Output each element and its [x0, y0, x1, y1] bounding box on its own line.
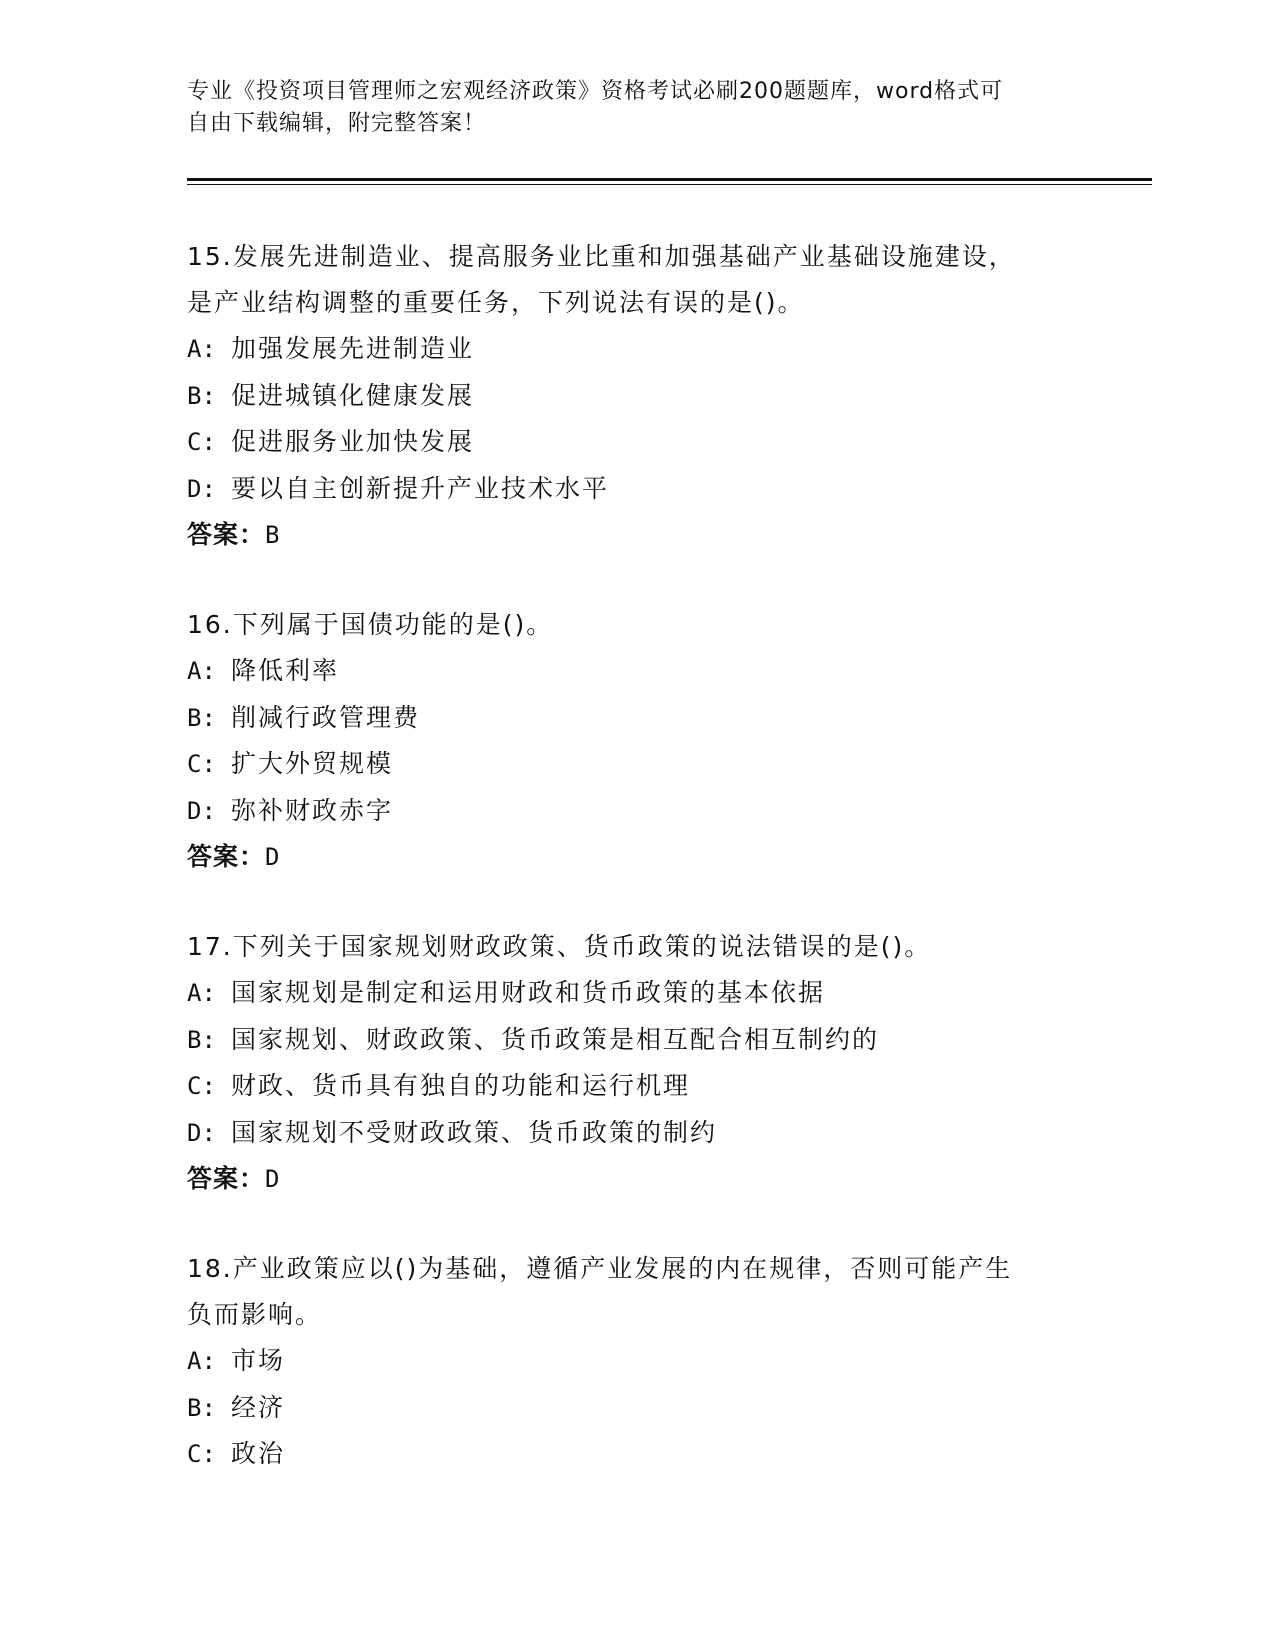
- option-letter: D:: [187, 796, 216, 825]
- answer-label: 答案：: [187, 1164, 266, 1193]
- option-c: [187, 1063, 1087, 1110]
- option-d: [187, 466, 1087, 513]
- option-text: 降低利率: [231, 656, 340, 685]
- option-b: [187, 373, 1087, 420]
- question-16: [187, 602, 1087, 880]
- option-c: [187, 1431, 1087, 1478]
- option-letter: B:: [187, 1393, 216, 1422]
- question-stem: 17.下列关于国家规划财政政策、货币政策的说法错误的是()。: [187, 932, 932, 961]
- option-b: [187, 1385, 1087, 1432]
- option-text: 加强发展先进制造业: [231, 334, 475, 363]
- option-a: [187, 1338, 1087, 1385]
- option-letter: A:: [187, 335, 216, 363]
- header-divider-thick: [187, 178, 1152, 181]
- question-stem: 18.产业政策应以()为基础，遵循产业发展的内在规律，否则可能产生 负而影响。: [187, 1254, 1013, 1329]
- option-letter: B:: [187, 381, 216, 410]
- document-header: 专业《投资项目管理师之宏观经济政策》资格考试必刷200题题库，word格式可 自由下载编辑，附完整答案！: [187, 79, 1004, 136]
- question-stem: 15.发展先进制造业、提高服务业比重和加强基础产业基础设施建设， 是产业结构调整的重要任务，下列说法有误的是()。: [187, 242, 1016, 317]
- option-text: 财政、货币具有独自的功能和运行机理: [231, 1071, 691, 1100]
- question-18: [187, 1246, 1087, 1478]
- option-d: [187, 788, 1087, 835]
- option-a: [187, 326, 1087, 373]
- option-d: [187, 1110, 1087, 1157]
- option-letter: C:: [187, 750, 216, 778]
- option-c: [187, 741, 1087, 788]
- question-17: [187, 924, 1087, 1202]
- option-a: [187, 970, 1087, 1017]
- option-letter: C:: [187, 1072, 216, 1100]
- option-text: 经济: [231, 1392, 286, 1422]
- option-text: 国家规划不受财政政策、货币政策的制约: [231, 1117, 718, 1147]
- option-letter: D:: [187, 1118, 216, 1147]
- option-text: 市场: [231, 1346, 286, 1375]
- option-a: [187, 648, 1087, 695]
- option-letter: A:: [187, 979, 216, 1007]
- question-list: [187, 234, 1087, 1522]
- answer-value: D: [265, 843, 281, 871]
- answer-line: [187, 512, 1087, 558]
- option-text: 政治: [231, 1439, 286, 1468]
- answer-line: [187, 1156, 1087, 1202]
- option-letter: C:: [187, 428, 216, 456]
- option-text: 弥补财政赤字: [231, 795, 394, 825]
- answer-label: 答案：: [187, 842, 266, 871]
- question-15: [187, 234, 1087, 558]
- answer-value: D: [265, 1165, 281, 1193]
- option-letter: B:: [187, 703, 216, 732]
- option-b: [187, 695, 1087, 742]
- option-letter: C:: [187, 1440, 216, 1468]
- answer-label: 答案：: [187, 520, 266, 549]
- option-letter: B:: [187, 1025, 216, 1054]
- option-text: 促进城镇化健康发展: [231, 380, 475, 410]
- option-text: 要以自主创新提升产业技术水平: [231, 473, 610, 503]
- question-stem: 16.下列属于国债功能的是()。: [187, 610, 554, 639]
- option-b: [187, 1017, 1087, 1064]
- answer-line: [187, 834, 1087, 880]
- option-text: 促进服务业加快发展: [231, 427, 475, 456]
- option-letter: A:: [187, 1347, 216, 1375]
- option-letter: D:: [187, 474, 216, 503]
- option-text: 国家规划是制定和运用财政和货币政策的基本依据: [231, 978, 826, 1007]
- option-letter: A:: [187, 657, 216, 685]
- answer-value: B: [265, 521, 281, 549]
- option-c: [187, 419, 1087, 466]
- header-divider-thin: [187, 184, 1152, 185]
- option-text: 扩大外贸规模: [231, 749, 394, 778]
- option-text: 削减行政管理费: [231, 702, 421, 732]
- option-text: 国家规划、财政政策、货币政策是相互配合相互制约的: [231, 1024, 880, 1054]
